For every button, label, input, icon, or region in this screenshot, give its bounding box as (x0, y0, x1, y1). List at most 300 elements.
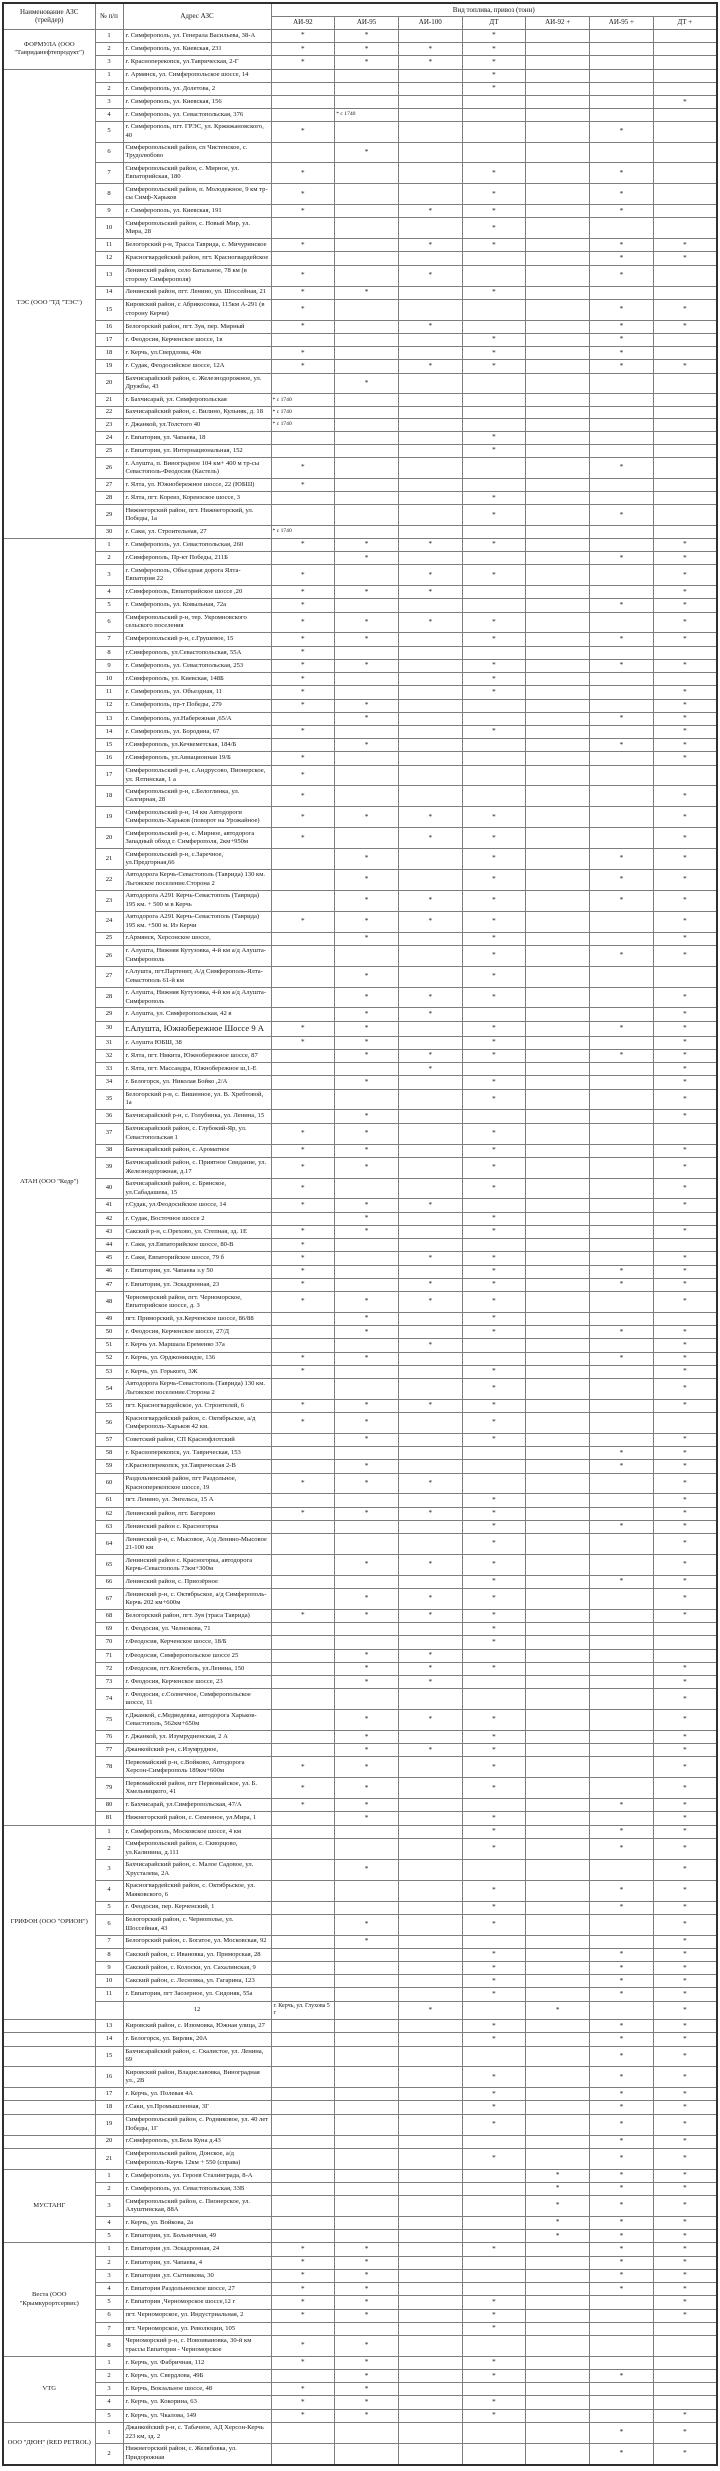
fuel-cell (271, 373, 335, 394)
address-cell: г. Ялта, пгт. Кореиз, Кореизское шоссе, 3 (123, 492, 271, 505)
fuel-cell (462, 109, 526, 121)
fuel-cell (526, 1199, 590, 1212)
fuel-cell (271, 1880, 335, 1901)
fuel-cell (398, 69, 462, 82)
fuel-cell (526, 1365, 590, 1378)
fuel-cell (398, 2396, 462, 2409)
fuel-cell (526, 2370, 590, 2383)
fuel-cell (526, 1555, 590, 1576)
fuel-available-mark: * (335, 807, 399, 828)
address-cell: г. Симферополь, ул. Киевская, 156 (123, 96, 271, 109)
fuel-available-mark: * (653, 2114, 717, 2135)
fuel-available-mark: * (653, 1076, 717, 1089)
fuel-cell (335, 2169, 399, 2182)
fuel-cell (526, 2067, 590, 2088)
fuel-available-mark: * (653, 1662, 717, 1675)
fuel-available-mark: * (271, 538, 335, 551)
fuel-cell (653, 373, 717, 394)
fuel-available-mark: * (271, 1157, 335, 1178)
fuel-available-mark: * (653, 1494, 717, 1507)
table-row (3, 1744, 717, 1757)
row-number: 12 (95, 699, 123, 712)
table-row (3, 828, 717, 849)
address-cell: г. Евпатория, ул. Чапаева, 18 (123, 431, 271, 444)
fuel-available-mark: * (462, 1049, 526, 1062)
fuel-available-mark: * (590, 205, 654, 218)
address-cell: г. Бахчисарай, ул.Симферопольская, 47/А (123, 1799, 271, 1812)
column-header-fuel: АИ-100 (398, 16, 462, 29)
fuel-available-mark: * (335, 1812, 399, 1825)
fuel-available-mark: * (653, 1744, 717, 1757)
fuel-available-mark: * (462, 29, 526, 42)
row-number: 50 (95, 1326, 123, 1339)
fuel-available-mark: * (462, 1378, 526, 1399)
fuel-cell (398, 1225, 462, 1238)
fuel-available-mark: * (335, 1555, 399, 1576)
fuel-available-mark: * (653, 849, 717, 870)
row-number: 77 (95, 1744, 123, 1757)
table-row (3, 1880, 717, 1901)
fuel-cell (653, 1636, 717, 1649)
fuel-available-mark: * (653, 552, 717, 565)
row-number: 35 (95, 1089, 123, 1110)
fuel-available-mark: * (653, 1473, 717, 1494)
fuel-cell (271, 2148, 335, 2169)
fuel-cell (526, 1812, 590, 1825)
fuel-cell (526, 1049, 590, 1062)
fuel-available-mark: * (335, 1935, 399, 1948)
row-number: 19 (95, 360, 123, 373)
fuel-available-mark: * (271, 1473, 335, 1494)
fuel-available-mark: * (653, 2283, 717, 2296)
address-cell: Красногвардейский район, пгт. Красногвардейское (123, 252, 271, 265)
fuel-available-mark: * (590, 184, 654, 205)
fuel-available-mark: * (335, 1744, 399, 1757)
fuel-available-mark: * (271, 1507, 335, 1520)
fuel-cell (335, 458, 399, 479)
fuel-cell (398, 1494, 462, 1507)
fuel-available-mark: * (271, 2283, 335, 2296)
table-row (3, 1433, 717, 1446)
fuel-cell (271, 1689, 335, 1710)
fuel-available-mark: * (335, 1157, 399, 1178)
fuel-available-mark: * (398, 987, 462, 1008)
fuel-available-mark: * (335, 1859, 399, 1880)
fuel-cell (526, 1880, 590, 1901)
fuel-cell (398, 2230, 462, 2243)
address-cell: г. Симферополь, ул. Героев Сталинграда, 8-А (123, 2169, 271, 2182)
fuel-cell (398, 2196, 462, 2217)
fuel-cell (526, 2409, 590, 2422)
table-row (3, 599, 717, 612)
column-header-fuel: АИ-92 (271, 16, 335, 29)
fuel-available-mark: * (335, 2283, 399, 2296)
address-cell: Нижнегорский район, пгт. Нижнегорский, ул. Победы, 1а (123, 505, 271, 526)
fuel-available-mark: * (398, 1710, 462, 1731)
fuel-available-mark: * (653, 1225, 717, 1238)
fuel-cell (335, 1623, 399, 1636)
row-number: 11 (95, 686, 123, 699)
table-row (3, 673, 717, 686)
row-number: 5 (95, 1901, 123, 1914)
row-number: 81 (95, 1812, 123, 1825)
address-cell: г.Алушта, пгт.Партенит, А/д Симферополь-Ялта-Севастополь 61-й км (123, 966, 271, 987)
fuel-available-mark: * (462, 163, 526, 184)
table-row (3, 1901, 717, 1914)
fuel-cell (526, 1473, 590, 1494)
fuel-cell (271, 1935, 335, 1948)
address-cell: Кировский район, с. Изюмовка, Южная улица, 27 (123, 2020, 271, 2033)
address-cell: г. Симферополь, ул. Генерала Васильева, 38-А (123, 29, 271, 42)
fuel-available-mark: * (653, 932, 717, 945)
fuel-cell (526, 686, 590, 699)
fuel-cell (526, 2309, 590, 2322)
row-number: 43 (95, 1225, 123, 1238)
fuel-cell (526, 2088, 590, 2101)
fuel-cell (526, 739, 590, 752)
fuel-cell (271, 869, 335, 890)
fuel-available-mark: * (335, 56, 399, 69)
fuel-cell (526, 1144, 590, 1157)
fuel-available-mark: * (590, 121, 654, 142)
address-cell: г. Симферополь, Объездная дорога Ялта-Евпатория 22 (123, 565, 271, 586)
table-row (3, 96, 717, 109)
address-cell: пгт. Ленино, ул. Энгельса, 15 А (123, 1494, 271, 1507)
fuel-available-mark: * (653, 1676, 717, 1689)
table-row (3, 725, 717, 738)
row-number: 57 (95, 1433, 123, 1446)
fuel-cell (335, 1063, 399, 1076)
fuel-available-mark: * (271, 807, 335, 828)
fuel-available-mark: * (335, 1914, 399, 1935)
fuel-available-mark: * (590, 458, 654, 479)
row-number: 17 (95, 765, 123, 786)
table-row (3, 1494, 717, 1507)
fuel-cell (526, 1239, 590, 1252)
fuel-cell (398, 184, 462, 205)
row-number: 78 (95, 1757, 123, 1778)
fuel-cell (526, 966, 590, 987)
row-number: 20 (95, 828, 123, 849)
row-number: 16 (95, 2067, 123, 2088)
address-cell: Джанкойский р-н, с.Изумрудное, (123, 1744, 271, 1757)
address-cell: Симферопольский р-н, тер. Укромновского сельского поселения (123, 612, 271, 633)
fuel-available-mark: * (653, 1507, 717, 1520)
table-row (3, 505, 717, 526)
table-row (3, 1473, 717, 1494)
fuel-available-mark: * (462, 1575, 526, 1588)
address-cell: Ленинский р-н, с. Октябрьское, а/д Симферополь-Керчь 202 км+600м (123, 1589, 271, 1610)
fuel-cell (526, 419, 590, 431)
fuel-cell (398, 431, 462, 444)
fuel-available-mark: * (590, 2243, 654, 2256)
fuel-cell (653, 2370, 717, 2383)
fuel-available-mark: * (462, 1962, 526, 1975)
address-cell: Советский район, СП Краснофлотский (123, 1433, 271, 1446)
fuel-cell (271, 1049, 335, 1062)
fuel-cell (271, 1212, 335, 1225)
fuel-available-mark: * (335, 633, 399, 646)
fuel-cell (526, 1838, 590, 1859)
fuel-available-mark: * (335, 1225, 399, 1238)
fuel-available-mark: * (335, 2243, 399, 2256)
fuel-available-mark: * (653, 2148, 717, 2169)
fuel-available-mark: * (590, 239, 654, 252)
fuel-available-mark: * (335, 987, 399, 1008)
fuel-available-mark: * (526, 2196, 590, 2217)
fuel-available-mark: * (462, 1326, 526, 1339)
fuel-cell (271, 505, 335, 526)
fuel-available-mark: * (590, 2256, 654, 2269)
fuel-cell (462, 739, 526, 752)
fuel-cell (335, 2001, 399, 2019)
fuel-cell (526, 699, 590, 712)
fuel-cell (398, 932, 462, 945)
trader-cell-empty (3, 2033, 95, 2046)
fuel-cell (398, 1076, 462, 1089)
fuel-available-mark: * (590, 712, 654, 725)
table-row (3, 1252, 717, 1265)
fuel-available-mark: * (462, 2114, 526, 2135)
table-row (3, 1589, 717, 1610)
fuel-available-mark: * (590, 360, 654, 373)
fuel-cell (271, 69, 335, 82)
fuel-available-mark: * (653, 1975, 717, 1988)
address-cell: г. Симферополь, Московское шоссе, 4 км (123, 1825, 271, 1838)
address-cell: г. Керчь, Вокзальное шоссе, 48 (123, 2383, 271, 2396)
fuel-cell (335, 1239, 399, 1252)
fuel-cell (271, 1326, 335, 1339)
address-cell: г. Феодосия, ул. Челнокова, 71 (123, 1623, 271, 1636)
address-cell: Симферопольский р-н, с.Заречное, ул.Предгорная,66 (123, 849, 271, 870)
row-number: 17 (95, 333, 123, 346)
fuel-cell (462, 1935, 526, 1948)
row-number: 4 (95, 586, 123, 599)
fuel-cell (462, 1799, 526, 1812)
address-cell: г. Армянск, ул. Симферопольское шоссе, 14 (123, 69, 271, 82)
row-number (95, 2001, 123, 2019)
fuel-cell: * с 1740 (271, 406, 335, 418)
fuel-available-mark: * (462, 932, 526, 945)
fuel-cell (398, 2067, 462, 2088)
table-row (3, 659, 717, 672)
fuel-available-mark: * (462, 1520, 526, 1533)
row-number: 79 (95, 1778, 123, 1799)
fuel-cell (590, 2383, 654, 2396)
address-cell: г. Евпатория ,ул. Эскадронная, 24 (123, 2243, 271, 2256)
fuel-cell (398, 739, 462, 752)
fuel-cell (335, 2422, 399, 2443)
table-row (3, 1063, 717, 1076)
fuel-available-mark: * (271, 347, 335, 360)
fuel-available-mark: * (590, 659, 654, 672)
fuel-cell (526, 725, 590, 738)
fuel-cell (526, 2148, 590, 2169)
fuel-cell (271, 1676, 335, 1689)
row-number: 23 (95, 419, 123, 431)
fuel-available-mark: * (271, 1413, 335, 1434)
fuel-cell (526, 1036, 590, 1049)
fuel-cell (653, 82, 717, 95)
fuel-available-mark: * (398, 1292, 462, 1313)
fuel-cell (398, 1812, 462, 1825)
fuel-cell (526, 1352, 590, 1365)
row-number: 21 (95, 2148, 123, 2169)
address-cell: г. Керчь, ул. Горького, 3Ж (123, 1365, 271, 1378)
fuel-cell (335, 1962, 399, 1975)
fuel-cell (653, 121, 717, 142)
row-number: 11 (95, 1988, 123, 2001)
fuel-cell (462, 2335, 526, 2356)
fuel-available-mark: * (590, 2101, 654, 2114)
fuel-available-mark: * (271, 1178, 335, 1199)
address-cell: пгт. Приморский, ул.Керченское шоссе, 86/88 (123, 1312, 271, 1325)
fuel-available-mark: * (271, 1292, 335, 1313)
fuel-available-mark: * (590, 1988, 654, 2001)
address-cell: г. Саки, ул.Евпаторийское шоссе, 80-В (123, 1239, 271, 1252)
fuel-cell (271, 1433, 335, 1446)
fuel-cell (462, 1460, 526, 1473)
row-number: 7 (95, 1935, 123, 1948)
fuel-available-mark: * (398, 1199, 462, 1212)
fuel-available-mark: * (653, 1292, 717, 1313)
fuel-available-mark: * (335, 911, 399, 932)
fuel-available-mark: * (335, 1021, 399, 1036)
fuel-cell (335, 1494, 399, 1507)
fuel-available-mark: * (590, 1460, 654, 1473)
trader-cell: АТАН (ООО "Кедр") (3, 538, 95, 1825)
fuel-cell (590, 2356, 654, 2369)
fuel-cell (398, 1433, 462, 1446)
fuel-cell (271, 1378, 335, 1399)
table-row (3, 1076, 717, 1089)
fuel-cell (526, 492, 590, 505)
fuel-available-mark: * (398, 43, 462, 56)
address-cell: Сакский р-н, с.Орехово, ул. Степная, зд. 1Е (123, 1225, 271, 1238)
fuel-cell (590, 1494, 654, 1507)
fuel-available-mark: * (462, 828, 526, 849)
fuel-available-mark: * (271, 2383, 335, 2396)
fuel-cell (398, 1212, 462, 1225)
fuel-cell (335, 2135, 399, 2148)
fuel-available-mark: * (271, 2256, 335, 2269)
fuel-available-mark: * (653, 1352, 717, 1365)
fuel-available-mark: * (271, 646, 335, 659)
fuel-cell (526, 1076, 590, 1089)
address-cell: г.Симферополь, ул.Кечкеметская, 184/Б (123, 739, 271, 752)
fuel-available-mark: * (653, 1252, 717, 1265)
table-row (3, 184, 717, 205)
fuel-cell (398, 1880, 462, 1901)
fuel-available-mark: * (590, 2088, 654, 2101)
table-row (3, 911, 717, 932)
fuel-cell (462, 1110, 526, 1123)
fuel-cell (398, 1265, 462, 1278)
row-number: 14 (95, 286, 123, 299)
fuel-available-mark: * (462, 612, 526, 633)
row-number: 1 (95, 29, 123, 42)
row-number: 14 (95, 725, 123, 738)
fuel-cell (653, 406, 717, 418)
table-row (3, 1812, 717, 1825)
table-row (3, 2309, 717, 2322)
address-cell: г. Керчь, ул. Орджоникидзе, 136 (123, 1352, 271, 1365)
fuel-available-mark: * (398, 1399, 462, 1412)
trader-cell: МУСТАНГ (3, 2169, 95, 2243)
fuel-available-mark: * (335, 1399, 399, 1412)
fuel-cell (590, 2322, 654, 2335)
address-cell: г. Керчь, ул.Свердлова, 40в (123, 347, 271, 360)
fuel-cell (590, 1555, 654, 1576)
fuel-cell (398, 458, 462, 479)
fuel-available-mark: * (653, 945, 717, 966)
address-cell: Ленинский район, с. Приозёрное (123, 1575, 271, 1588)
fuel-cell (462, 526, 526, 538)
address-cell: г. Ялта, пгт. Массандра, Южнобережное ш,1-Е (123, 1063, 271, 1076)
fuel-available-mark: * (335, 1433, 399, 1446)
table-row (3, 538, 717, 551)
fuel-cell (398, 1962, 462, 1975)
fuel-cell (335, 2020, 399, 2033)
fuel-cell (335, 333, 399, 346)
address-cell: Бахчисарайский район, с. Приятное Свидание, ул. Железнодорожная, д.17 (123, 1157, 271, 1178)
fuel-available-mark: * (653, 320, 717, 333)
fuel-available-mark: * (398, 1662, 462, 1675)
fuel-available-mark: * (335, 1460, 399, 1473)
address-cell: г. Саки, Евпаторийское шоссе, 79 б (123, 1252, 271, 1265)
fuel-available-mark: * (462, 1036, 526, 1049)
address-cell: г.Феодосия, Симферопольское шоссе 25 (123, 1649, 271, 1662)
fuel-available-mark: * (271, 2409, 335, 2422)
fuel-cell (526, 333, 590, 346)
table-row (3, 712, 717, 725)
fuel-cell (653, 43, 717, 56)
fuel-cell (398, 286, 462, 299)
fuel-cell (590, 1744, 654, 1757)
row-number: 63 (95, 1520, 123, 1533)
row-number: 6 (95, 142, 123, 163)
fuel-available-mark: * (271, 2396, 335, 2409)
fuel-available-mark: * (653, 2135, 717, 2148)
row-number: 54 (95, 1378, 123, 1399)
fuel-cell (271, 2114, 335, 2135)
table-row (3, 1778, 717, 1799)
fuel-available-mark: * (271, 265, 335, 286)
address-cell: Сакский район, с. Лесновка, ул. Гагарина, 123 (123, 1975, 271, 1988)
fuel-available-mark: * (462, 1662, 526, 1675)
fuel-cell (271, 1076, 335, 1089)
fuel-cell (271, 1744, 335, 1757)
address-cell: Белогорский район, пгт. Зуя (траса Таврида) (123, 1609, 271, 1622)
fuel-available-mark: * (653, 1049, 717, 1062)
fuel-cell (526, 786, 590, 807)
fuel-available-mark: * (462, 2322, 526, 2335)
fuel-available-mark: * (398, 205, 462, 218)
fuel-cell (271, 1589, 335, 1610)
fuel-cell (590, 2335, 654, 2356)
fuel-available-mark: * (271, 29, 335, 42)
fuel-cell (590, 1225, 654, 1238)
fuel-cell (590, 1036, 654, 1049)
fuel-cell (398, 163, 462, 184)
address-cell: г. Симферополь, пгт. ГРЭС, ул. Кржижановского, 40 (123, 121, 271, 142)
table-row (3, 1339, 717, 1352)
fuel-available-mark: * (271, 2296, 335, 2309)
row-number: 13 (95, 712, 123, 725)
fuel-available-mark: * (590, 869, 654, 890)
fuel-cell (526, 1157, 590, 1178)
address-cell: Ленинский район, пгт. Ленино, ул. Шоссейная, 21 (123, 286, 271, 299)
